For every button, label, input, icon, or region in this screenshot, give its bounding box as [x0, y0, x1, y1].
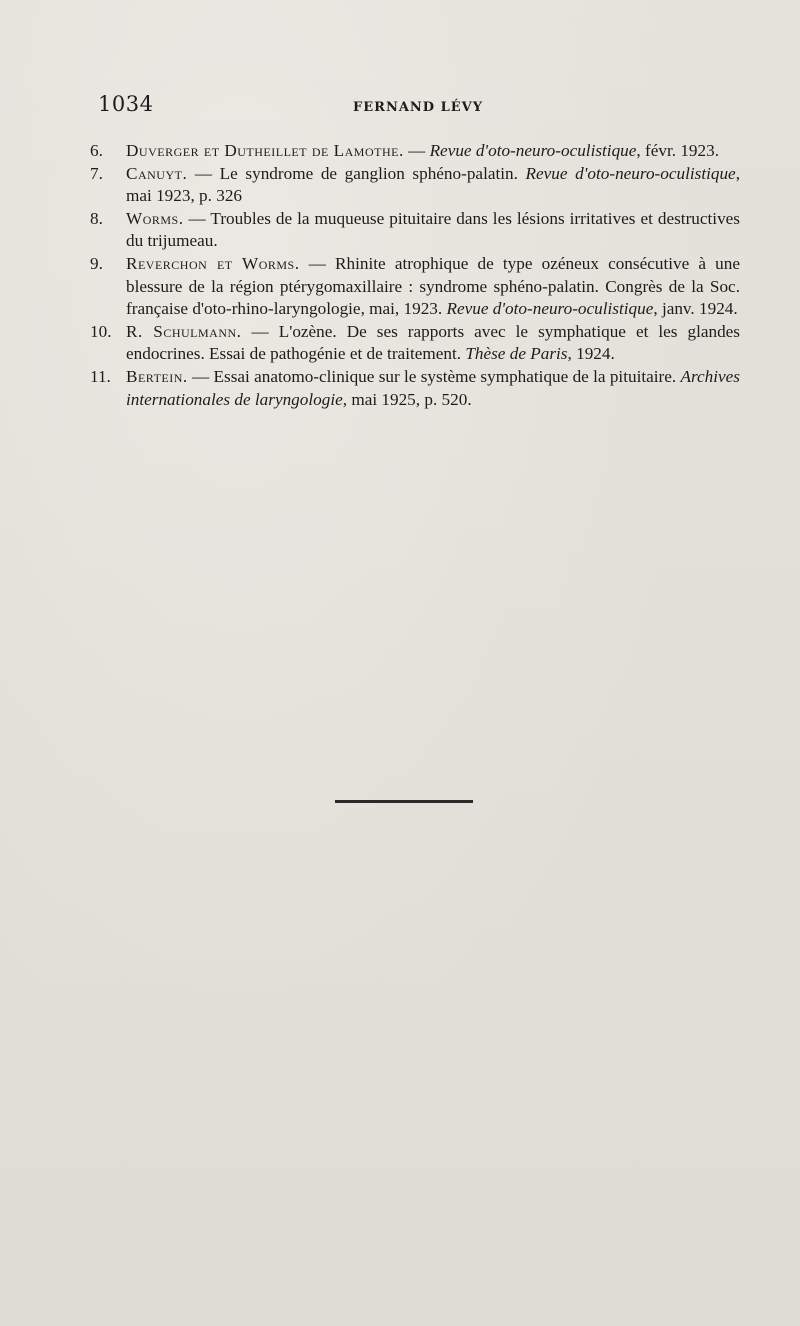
reference-item [90, 366, 740, 411]
reference-text [126, 140, 740, 163]
reference-rest: , 1924. [567, 344, 615, 364]
reference-journal: Revue d'oto-neuro-oculistique [429, 141, 637, 160]
reference-authors: Duverger et Dutheillet de Lamothe. [126, 141, 404, 160]
reference-number: 6. [90, 141, 103, 160]
reference-text [126, 163, 740, 208]
reference-authors: Bertein. [126, 366, 188, 386]
reference-title: — Rhinite atrophique de type ozéneux consécutive à une blessure de la région ptérygomaxillaire : syndrome sphéno-palatin. Congrès de la Soc. française d'oto-rhino-laryngologie, mai, 1923. [126, 253, 740, 319]
reference-item [90, 253, 740, 321]
reference-dash: — [403, 141, 430, 160]
reference-rest: , mai 1923, p. 326 [126, 163, 740, 206]
reference-number: 9. [90, 253, 103, 273]
reference-authors: R. Schulmann. [126, 321, 242, 341]
reference-list [90, 140, 740, 411]
reference-item [90, 208, 740, 253]
section-end-rule [335, 800, 473, 803]
reference-title: — Troubles de la muqueuse pituitaire dans les lésions irritatives et destructives du trijumeau. [126, 208, 740, 251]
reference-text [126, 321, 740, 366]
reference-number: 11. [90, 366, 111, 386]
running-head: FERNAND LÉVY [353, 100, 484, 115]
reference-item [90, 140, 740, 163]
reference-rest: , mai 1925, p. 520. [342, 389, 472, 409]
reference-item [90, 321, 740, 366]
reference-text [126, 208, 740, 253]
reference-authors: Canuyt. [126, 163, 188, 183]
reference-authors: Worms. [126, 208, 184, 228]
reference-rest: , janv. 1924. [653, 299, 738, 319]
reference-number: 7. [90, 163, 103, 183]
reference-authors: Reverchon et Worms. [126, 253, 300, 273]
reference-journal: Revue d'oto-neuro-oculistique [525, 163, 736, 183]
page-number: 1034 [98, 92, 154, 116]
reference-text [126, 366, 740, 411]
reference-journal: Archives internationales de laryngologie [126, 366, 740, 409]
reference-number: 10. [90, 321, 112, 341]
reference-title: — L'ozène. De ses rapports avec le symphatique et les glandes endocrines. Essai de pathogénie et de traitement. [126, 321, 740, 364]
reference-rest: , févr. 1923. [636, 141, 719, 160]
reference-item [90, 163, 740, 208]
reference-title: — Essai anatomo-clinique sur le système symphatique de la pituitaire. [187, 366, 681, 386]
reference-text [126, 253, 740, 321]
reference-journal: Revue d'oto-neuro-oculistique [446, 299, 654, 319]
reference-number: 8. [90, 208, 103, 228]
reference-title: — Le syndrome de ganglion sphéno-palatin. [187, 163, 526, 183]
reference-journal: Thèse de Paris [465, 344, 568, 364]
